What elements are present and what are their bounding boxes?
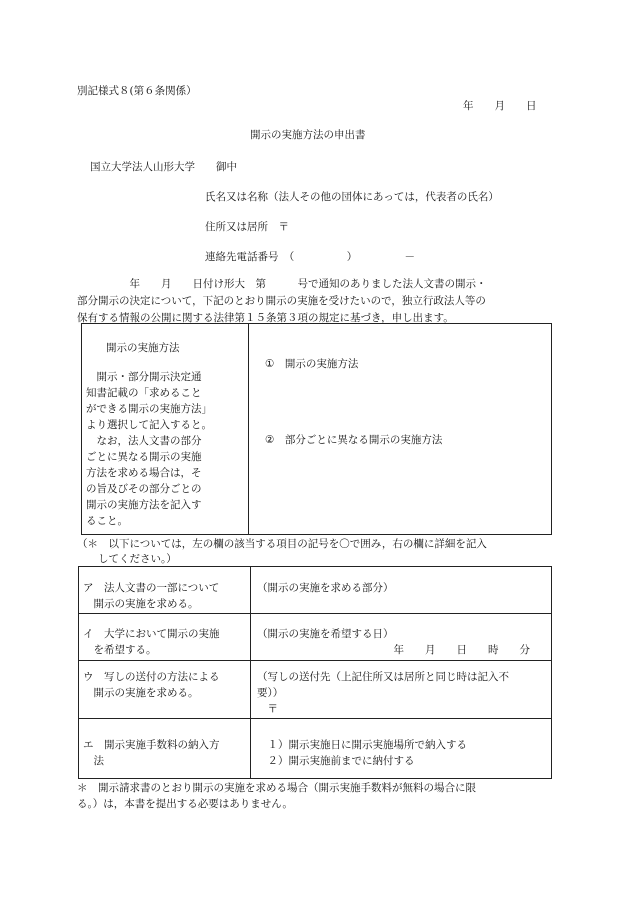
instruction-line: 開示の実施方法を記入す bbox=[86, 499, 202, 511]
form-label: 別記様式８(第６条関係） bbox=[77, 85, 197, 97]
note-line: してください。） bbox=[77, 553, 177, 565]
method-left-cell bbox=[82, 324, 249, 535]
note-instructions bbox=[77, 537, 487, 567]
option-c-line: 開示の実施を求める。 bbox=[83, 687, 199, 699]
instruction-line: より選択して記入すると。 bbox=[86, 419, 212, 431]
method-table bbox=[81, 323, 552, 535]
footer-note-line: ＊ 開示請求書のとおり開示の実施を求める場合（開示実施手数料が無料の場合に限 bbox=[77, 782, 476, 794]
footer-note bbox=[77, 780, 476, 812]
instruction-line: の旨及びその部分ごとの bbox=[86, 483, 202, 495]
option-c-detail: 要）） bbox=[257, 687, 284, 699]
option-b-detail: （開示の実施を希望する日） bbox=[257, 628, 394, 640]
intro-line: 保有する情報の公開に関する法律第１５条第３項の規定に基づき，申し出ます。 bbox=[77, 312, 454, 324]
addressee: 国立大学法人山形大学 御中 bbox=[90, 161, 237, 173]
instruction-line: ごとに異なる開示の実施 bbox=[86, 451, 202, 463]
intro-line: 年 月 日付け形大 第 号で通知のありました法人文書の開示・ bbox=[77, 278, 487, 290]
option-a-left[interactable] bbox=[79, 567, 251, 614]
method-item-1: ① 開示の実施方法 bbox=[265, 358, 359, 370]
option-b-left[interactable] bbox=[79, 614, 251, 661]
option-d-left[interactable] bbox=[79, 719, 251, 779]
option-a-line: ア 法人文書の一部について bbox=[83, 582, 220, 594]
intro-paragraph bbox=[77, 276, 557, 327]
method-right-cell[interactable] bbox=[249, 324, 552, 535]
intro-line: 部分開示の決定について，下記のとおり開示の実施を受けたいので，独立行政法人等の bbox=[77, 295, 486, 307]
method-item-2: ② 部分ごとに異なる開示の実施方法 bbox=[265, 434, 443, 446]
date-line: 年 月 日 bbox=[463, 100, 537, 112]
applicant-address-label: 住所又は居所 〒 bbox=[205, 221, 289, 233]
instruction-line: ること。 bbox=[86, 515, 128, 527]
instruction-line: 方法を求める場合は，そ bbox=[86, 467, 202, 479]
option-b-right[interactable] bbox=[251, 614, 552, 661]
instruction-line: なお，法人文書の部分 bbox=[86, 435, 202, 447]
option-c-detail: （写しの送付先（上記住所又は居所と同じ時は記入不 bbox=[257, 671, 509, 683]
option-c-detail: 〒 bbox=[257, 703, 278, 715]
applicant-phone-label: 連絡先電話番号 （ ） － bbox=[205, 251, 415, 263]
instruction-line: 開示・部分開示決定通 bbox=[86, 371, 202, 383]
applicant-name-label: 氏名又は名称（法人その他の団体にあっては，代表者の氏名） bbox=[205, 191, 499, 203]
option-b-line: イ 大学において開示の実施 bbox=[83, 628, 220, 640]
option-d-line: エ 開示実施手数料の納入方 bbox=[83, 739, 220, 751]
option-b-line: を希望する。 bbox=[83, 644, 157, 656]
option-d-line: 法 bbox=[83, 755, 104, 767]
options-table bbox=[78, 566, 552, 779]
option-a-line: 開示の実施を求める。 bbox=[83, 598, 199, 610]
document-title: 開示の実施方法の申出書 bbox=[250, 129, 366, 141]
option-d-detail: １）開示実施日に開示実施場所で納入する bbox=[257, 739, 467, 751]
option-c-left[interactable] bbox=[79, 661, 251, 719]
footer-note-line: る。）は，本書を提出する必要はありません。 bbox=[77, 798, 293, 810]
instruction-line: ができる開示の実施方法」 bbox=[86, 403, 212, 415]
method-instructions bbox=[86, 369, 212, 529]
option-d-detail: ２）開示実施前までに納付する bbox=[257, 755, 415, 767]
method-heading: 開示の実施方法 bbox=[106, 342, 180, 354]
option-b-detail: 年 月 日 時 分 bbox=[257, 644, 530, 656]
instruction-line: 知書記載の「求めること bbox=[86, 387, 202, 399]
option-a-detail: （開示の実施を求める部分） bbox=[257, 582, 394, 594]
option-c-line: ウ 写しの送付の方法による bbox=[83, 671, 220, 683]
option-c-right[interactable] bbox=[251, 661, 552, 719]
note-line: （＊ 以下については，左の欄の該当する項目の記号を〇で囲み，右の欄に詳細を記入 bbox=[77, 538, 487, 550]
option-d-right[interactable] bbox=[251, 719, 552, 779]
option-a-right[interactable] bbox=[251, 567, 552, 614]
